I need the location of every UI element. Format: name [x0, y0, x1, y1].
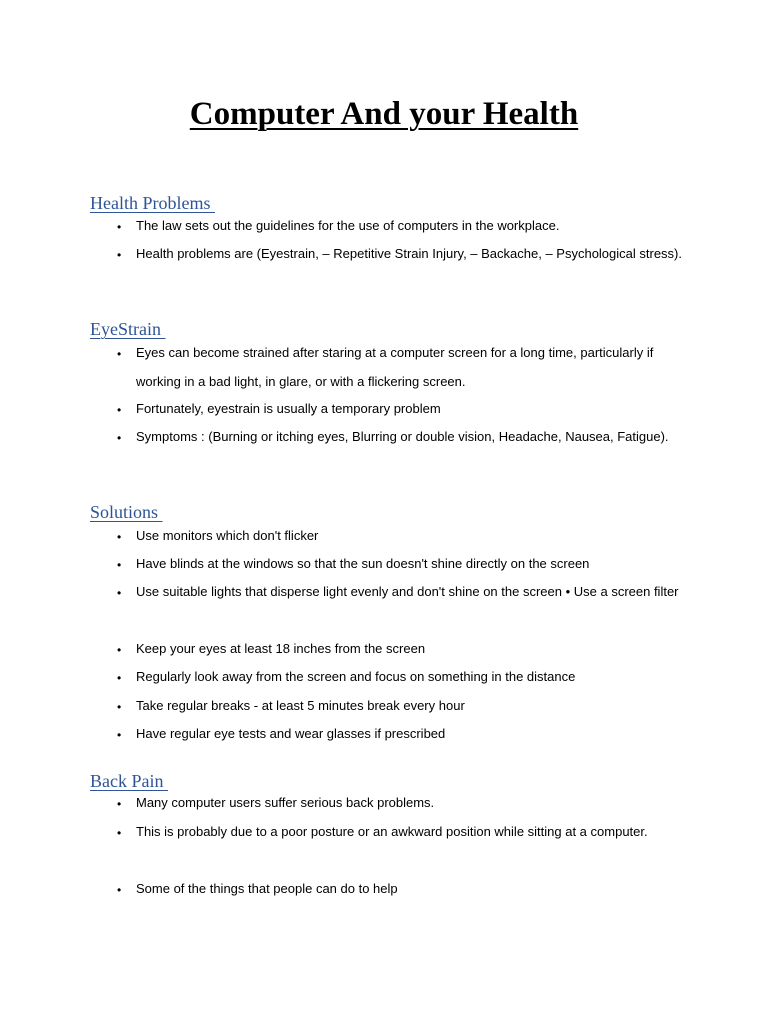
- section-heading-eyestrain: EyeStrain: [90, 319, 166, 339]
- bullet-icon: •: [117, 797, 122, 811]
- bullet-icon: •: [117, 248, 122, 262]
- list-item: Take regular breaks - at least 5 minutes break every hour: [136, 698, 465, 713]
- document-title: Computer And your Health: [189, 96, 579, 132]
- list-item: Health problems are (Eyestrain, – Repetitive Strain Injury, – Backache, – Psychological stress).: [136, 246, 682, 261]
- list-item: Eyes can become strained after staring at a computer screen for a long time, particularly if working in a bad light, in glare, or with a flickering screen.: [136, 345, 654, 389]
- list-item: Use monitors which don't flicker: [136, 528, 319, 543]
- list-item: This is probably due to a poor posture or an awkward position while sitting at a computer.: [136, 824, 648, 839]
- bullet-icon: •: [117, 558, 122, 572]
- bullet-icon: •: [117, 700, 122, 714]
- bullet-icon: •: [117, 671, 122, 685]
- section-heading-health-problems: Health Problems: [90, 193, 215, 213]
- bullet-icon: •: [117, 347, 122, 361]
- list-item: Fortunately, eyestrain is usually a temporary problem: [136, 401, 441, 416]
- section-heading-back-pain: Back Pain: [90, 771, 168, 791]
- bullet-icon: •: [117, 586, 122, 600]
- list-item: Keep your eyes at least 18 inches from the screen: [136, 641, 426, 656]
- bullet-icon: •: [117, 530, 122, 544]
- list-item: Regularly look away from the screen and focus on something in the distance: [136, 669, 576, 684]
- list-item: Have blinds at the windows so that the sun doesn't shine directly on the screen: [136, 556, 590, 571]
- list-item: Use suitable lights that disperse light evenly and don't shine on the screen • Use a screen filter: [136, 584, 679, 599]
- bullet-icon: •: [117, 826, 122, 840]
- section-heading-solutions: Solutions: [90, 502, 163, 522]
- list-item: Symptoms : (Burning or itching eyes, Blurring or double vision, Headache, Nausea, Fatigue).: [136, 429, 669, 444]
- bullet-icon: •: [117, 403, 122, 417]
- bullet-icon: •: [117, 643, 122, 657]
- bullet-icon: •: [117, 220, 122, 234]
- list-item: Some of the things that people can do to help: [136, 881, 398, 896]
- bullet-icon: •: [117, 883, 122, 897]
- bullet-icon: •: [117, 431, 122, 445]
- list-item: Many computer users suffer serious back problems.: [136, 795, 435, 810]
- bullet-icon: •: [117, 728, 122, 742]
- list-item: Have regular eye tests and wear glasses if prescribed: [136, 726, 446, 741]
- list-item: The law sets out the guidelines for the use of computers in the workplace.: [136, 218, 560, 233]
